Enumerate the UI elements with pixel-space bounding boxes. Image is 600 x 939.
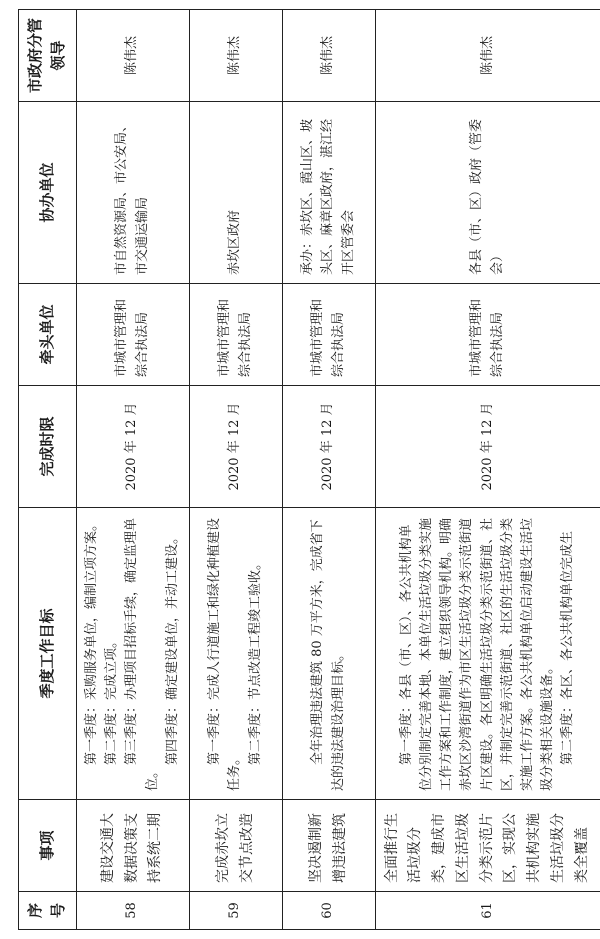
goal-line: 第三季度：办理项目招标手续，确定监理单位。 <box>124 517 160 791</box>
table-row <box>76 10 189 930</box>
row-deadline: 2020 年 12 月 <box>282 386 375 508</box>
header-row <box>19 10 77 930</box>
row-seq: 61 <box>375 892 600 930</box>
goal-line: 第四季度：确定建设单位，并动工建设。 <box>164 530 180 765</box>
table-row <box>375 10 600 930</box>
row-goals <box>282 508 375 800</box>
row-lead: 市城市管理和综合执法局 <box>282 284 375 386</box>
row-leader: 陈伟杰 <box>375 10 600 102</box>
goal-line: 第二季度：各区、各公共机构单位完成生 <box>560 530 576 765</box>
goal-line: 第一季度：各县（市、区）、各公共机构单位分别制定完善本地、本单位生活垃圾分类实施工作方案和工作制度，建立组织领导机构。明确赤坎区沙湾街道作为市区生活垃圾分类示范街道片区建设。各区明确生活垃圾分类示范街道、社区，并制定完善示范街道、社区的生活垃圾分类实施工作方案。各公共机构单位启动建设生活垃圾分类相关设施设备。 <box>398 517 555 791</box>
table-row <box>282 10 375 930</box>
row-item: 完成赤坎立交节点改造 <box>189 800 282 892</box>
header-assist: 协办单位 <box>19 102 77 284</box>
row-seq: 60 <box>282 892 375 930</box>
goal-line: 第一季度：完成人行道施工和绿化种植建设任务。 <box>207 517 243 791</box>
row-assist: 市自然资源局、市公安局、市交通运输局 <box>76 102 189 284</box>
row-goals <box>189 508 282 800</box>
row-goals <box>375 508 600 800</box>
row-assist: 各县（市、区）政府（管委会） <box>375 102 600 284</box>
header-lead: 牵头单位 <box>19 284 77 386</box>
row-item: 坚决遏制新增违法建筑 <box>282 800 375 892</box>
header-goals: 季度工作目标 <box>19 508 77 800</box>
row-assist: 承办：赤坎区、霞山区、坡头区、麻章区政府，湛江经开区管委会 <box>282 102 375 284</box>
row-leader: 陈伟杰 <box>282 10 375 102</box>
row-item: 建设交通大数据决策支持系统二期 <box>76 800 189 892</box>
row-lead: 市城市管理和综合执法局 <box>375 284 600 386</box>
row-goals <box>76 508 189 800</box>
row-lead: 市城市管理和综合执法局 <box>189 284 282 386</box>
goal-line: 第一季度：采购服务单位，编制立项方案。 <box>84 517 100 765</box>
row-item: 全面推行生活垃圾分类，建成市区生活垃圾分类示范片区，实现公共机构实施生活垃圾分类全覆盖 <box>375 800 600 892</box>
row-leader: 陈伟杰 <box>189 10 282 102</box>
task-table <box>18 9 600 930</box>
row-seq: 59 <box>189 892 282 930</box>
row-deadline: 2020 年 12 月 <box>375 386 600 508</box>
header-seq: 序号 <box>19 892 77 930</box>
row-deadline: 2020 年 12 月 <box>76 386 189 508</box>
header-leader: 市政府分管领导 <box>19 10 77 102</box>
row-lead: 市城市管理和综合执法局 <box>76 284 189 386</box>
goal-line: 全年治理违法建筑 80 万平方米，完成省下达的违法建设治理目标。 <box>310 519 346 791</box>
row-assist: 赤坎区政府 <box>189 102 282 284</box>
row-leader: 陈伟杰 <box>76 10 189 102</box>
header-item: 事项 <box>19 800 77 892</box>
row-seq: 58 <box>76 892 189 930</box>
row-deadline: 2020 年 12 月 <box>189 386 282 508</box>
goal-line: 第二季度：节点改造工程竣工验收。 <box>247 556 263 765</box>
table-row <box>189 10 282 930</box>
goal-line: 第二季度：完成立项。 <box>104 634 120 765</box>
header-deadline: 完成时限 <box>19 386 77 508</box>
